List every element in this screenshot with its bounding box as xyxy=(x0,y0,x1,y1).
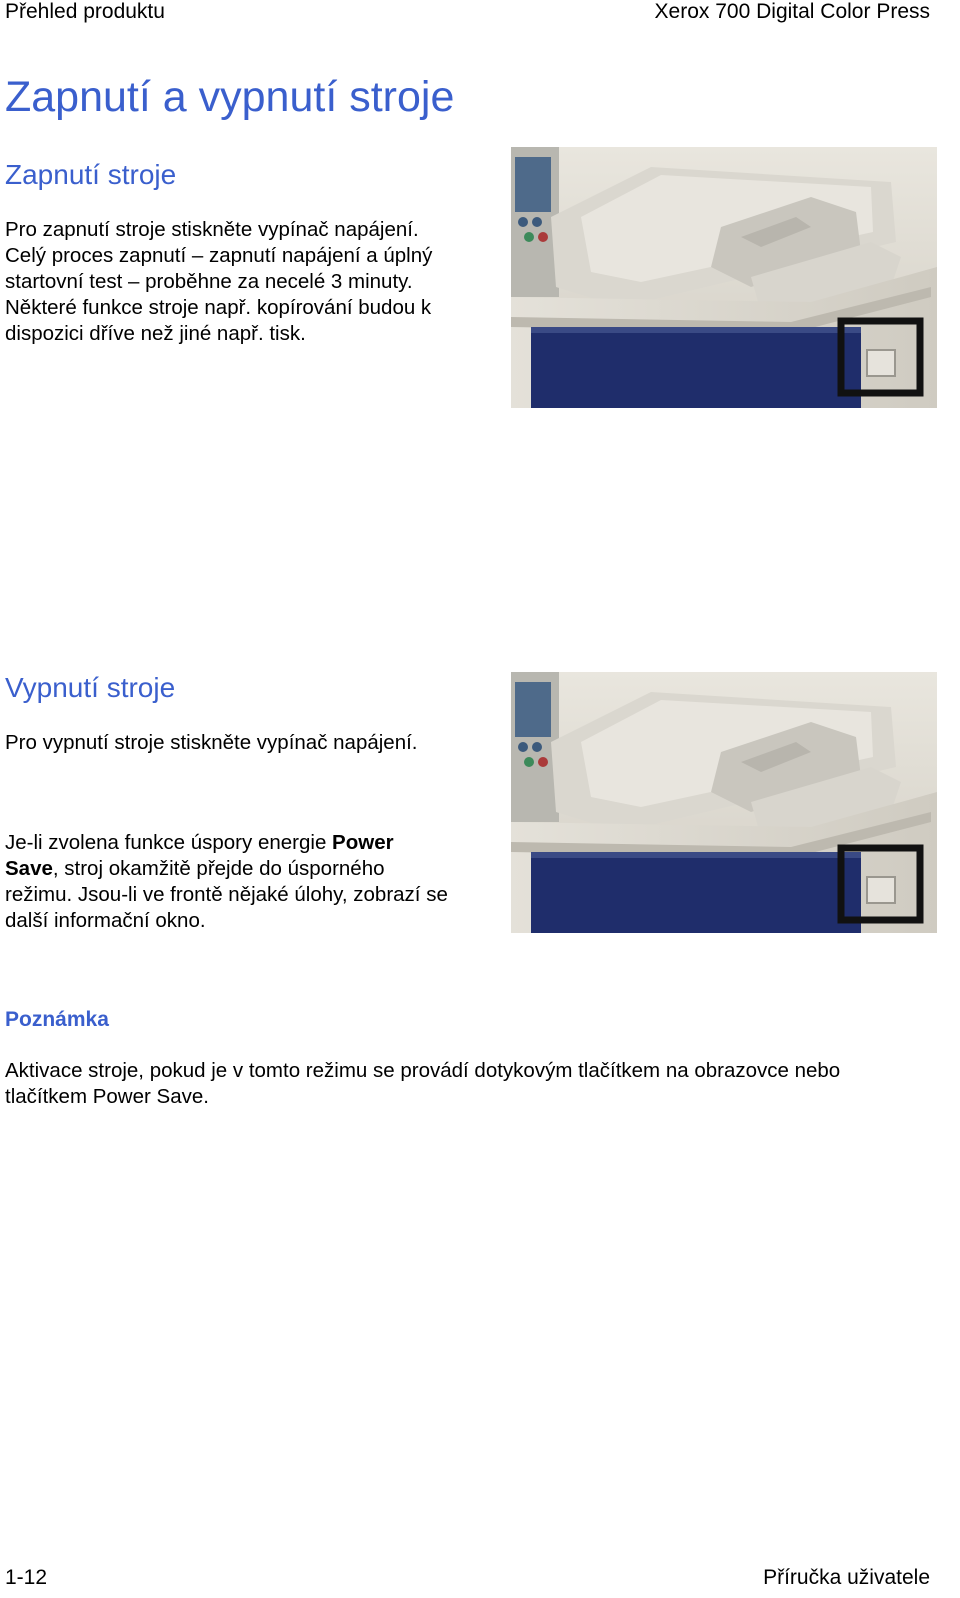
power-off-paragraph-2 xyxy=(5,830,505,934)
bold-term: Power xyxy=(332,831,394,854)
power-on-paragraph xyxy=(5,217,505,347)
paragraph-line: režimu. Jsou-li ve frontě nějaké úlohy, zobrazí se xyxy=(5,883,448,906)
section-heading-power-on: Zapnutí stroje xyxy=(5,159,177,190)
text-run: Je-li zvolena funkce úspory energie xyxy=(5,831,333,854)
paragraph-line: Některé funkce stroje např. kopírování budou k xyxy=(5,296,432,319)
paragraph-line: tlačítkem Power Save. xyxy=(5,1085,209,1108)
paragraph-line: Pro zapnutí stroje stiskněte vypínač napájení. xyxy=(5,218,419,241)
printer-illustration xyxy=(511,147,937,408)
running-header-right: Xerox 700 Digital Color Press xyxy=(654,0,930,23)
printer-power-button-photo xyxy=(511,672,937,933)
page-title: Zapnutí a vypnutí stroje xyxy=(5,73,455,121)
power-off-paragraph-1: Pro vypnutí stroje stiskněte vypínač napájení. xyxy=(5,731,418,754)
paragraph-line: dispozici dříve než jiné např. tisk. xyxy=(5,322,306,345)
paragraph-line: Celý proces zapnutí – zapnutí napájení a úplný xyxy=(5,244,433,267)
note-paragraph xyxy=(5,1058,945,1110)
paragraph-line xyxy=(5,830,505,856)
printer-power-button-photo xyxy=(511,147,937,408)
running-header-left: Přehled produktu xyxy=(5,0,165,23)
paragraph-line xyxy=(5,856,505,882)
bold-term: Save xyxy=(5,857,53,880)
paragraph-line: startovní test – proběhne za necelé 3 minuty. xyxy=(5,270,413,293)
paragraph-line: Aktivace stroje, pokud je v tomto režimu se provádí dotykovým tlačítkem na obrazovce nebo xyxy=(5,1059,841,1082)
paragraph-line: další informační okno. xyxy=(5,909,206,932)
running-footer-right: Příručka uživatele xyxy=(763,1566,930,1589)
note-heading: Poznámka xyxy=(5,1008,109,1031)
printer-illustration xyxy=(511,672,937,933)
text-run: , stroj okamžitě přejde do úsporného xyxy=(52,857,385,880)
page-number: 1-12 xyxy=(5,1566,48,1589)
section-heading-power-off: Vypnutí stroje xyxy=(5,672,176,703)
